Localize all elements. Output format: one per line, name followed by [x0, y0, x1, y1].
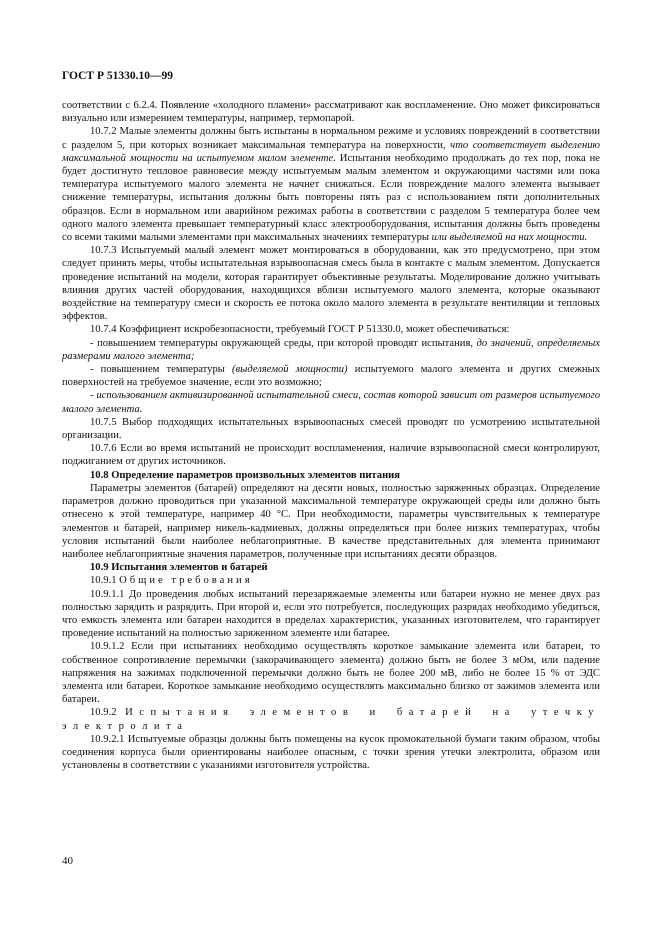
text-run: Испытания необходимо продолжать до тех пор, пока не будет достигнуто тепловое равновесие между испытуемым малым элементом и окружающими частями или пока температура испытуемого малого элемента не начнет снижаться. Если повреждение малого элемента вызывает снижение температуры, испытания должны быть повторены пять раз с использованием пяти дополнительных образцов. Если в нормальном или аварийном режимах работы в соответствии с разделом 5 температура более чем одного малого элемента превышает температурный класс электрооборудования, испытания должны быть проведены со всеми такими малыми элементами при максимальных значениях температуры: [62, 152, 601, 244]
italic-run: до значений, определяемых размерами малого элемента;: [62, 337, 600, 362]
paragraph-10-7-5: 10.7.5 Выбор подходящих испытательных взрывоопасных смесей проводят по усмотрению испытательной организации.: [62, 416, 600, 442]
section-heading-10-9: 10.9 Испытания элементов и батарей: [90, 562, 268, 574]
list-item: [62, 337, 600, 363]
text-run: испытуемого малого элемента и других смежных поверхностей на требуемое значение, если это возможно;: [62, 364, 600, 389]
list-item: [62, 363, 600, 389]
paragraph-10-9-1-2: 10.9.1.2 Если при испытаниях необходимо осуществлять короткое замыкание элемента или батареи, то собственное сопротивление перемычки (закорачивающего элемента) должно быть не более 3 мОм, или падение напряжения на зажимах подключенной перемычки должно быть не более 200 мВ, либо не более 15 % от ЭДС элемента или батареи. Короткое замыкание необходимо осуществлять максимально близко от зажимов элемента или батареи.: [62, 641, 600, 706]
paragraph-10-9-2-1: 10.9.2.1 Испытуемые образцы должны быть помещены на кусок промокательной бумаги таким образом, чтобы соединения корпуса были ориентированы наиболее опасным, с точки зрения утечки электролита, образом или установлены в соответствии с указаниями изготовителя устройства.: [62, 733, 600, 772]
text-run: - повышением температуры окружающей среды, при которой проводят испытания,: [90, 337, 477, 349]
paragraph-10-9-1-1: 10.9.1.1 До проведения любых испытаний перезаряжаемые элементы или батареи нужно не менее двух раз полностью зарядить и разрядить. При второй и, если это потребуется, последующих разрядах необходимо убедиться, что емкость элемента или батареи находится в пределах характеристик, указанных изготовителем, что гарантирует проведение испытаний на полностью заряженном элементе или батарее.: [62, 588, 600, 640]
subsection-heading-10-9-2: [62, 706, 600, 732]
page-number: 40: [62, 855, 73, 867]
italic-run: или выделяемой на них мощности.: [431, 232, 588, 244]
subsection-title: Испытания элементов и батарей на утечку электролита: [62, 707, 600, 732]
subsection-heading-10-9-1: [62, 574, 600, 587]
text-run: - повышением температуры: [90, 364, 233, 376]
italic-run: (выделяемой мощности): [232, 364, 348, 376]
text-run: 10.7.2 Малые элементы должны быть испытаны в нормальном режиме и условиях повреждений в соответствии с разделом 5, при которых возникает максимальная температура на поверхности,: [62, 126, 600, 151]
list-item: - использованием активизированной испытательной смеси, состав которой зависит от размеров испытуемого малого элемента.: [62, 390, 600, 415]
subsection-number: 10.9.2: [90, 707, 117, 719]
italic-run: что соответствует выделению максимальной мощности на испытуемом малом элементе.: [62, 139, 601, 164]
paragraph-10-7-4: 10.7.4 Коэффициент искробезопасности, требуемый ГОСТ Р 51330.0, может обеспечиваться:: [90, 324, 510, 336]
paragraph-10-7-2: [62, 125, 600, 244]
paragraph-10-7-3: 10.7.3 Испытуемый малый элемент может монтироваться в оборудовании, как это предусмотрено, при этом следует принять меры, чтобы испытательная взрывоопасная смесь была в контакте с малым элементом. Допускается проведение испытаний на модели, которая гарантирует объективные результаты. Моделирование должно учитывать влияния других частей оборудования, находящихся вблизи испытуемого малого элемента, которые оказывают воздействие на температуру смеси и скорость ее потока около малого элемента в результате вентиляции и тепловых эффектов.: [62, 245, 600, 323]
paragraph-10-8: Параметры элементов (батарей) определяют на десяти новых, полностью заряженных образцах. Определение параметров должно проводиться при указанной максимальной температуре окружающей среды или должно быть отнесено к этой температуре, например 40 °С. При необходимости, параметры чувствительных к температуре элементов и батарей, например никель-кадмиевых, должны определяться при более низких температурах, чтобы условия испытаний были наиболее неблагоприятные. В качестве представительных для элемента принимают наиболее неблагоприятные значения параметров, полученные при испытаниях десяти образцов.: [62, 482, 600, 560]
document-body: [62, 99, 600, 772]
paragraph: соответствии с 6.2.4. Появление «холодного пламени» рассматривают как воспламенение. Оно может фиксироваться визуально или измерением температуры, например, термопарой.: [62, 100, 600, 125]
subsection-number: 10.9.1: [90, 575, 117, 587]
subsection-title: Общие требования: [119, 575, 253, 587]
paragraph-10-7-6: 10.7.6 Если во время испытаний не происходит воспламенения, наличие взрывоопасной смеси контролируют, поджиганием от других источников.: [62, 443, 600, 468]
section-heading-10-8: 10.8 Определение параметров произвольных элементов питания: [90, 469, 401, 481]
document-header: ГОСТ Р 51330.10—99: [62, 70, 173, 82]
